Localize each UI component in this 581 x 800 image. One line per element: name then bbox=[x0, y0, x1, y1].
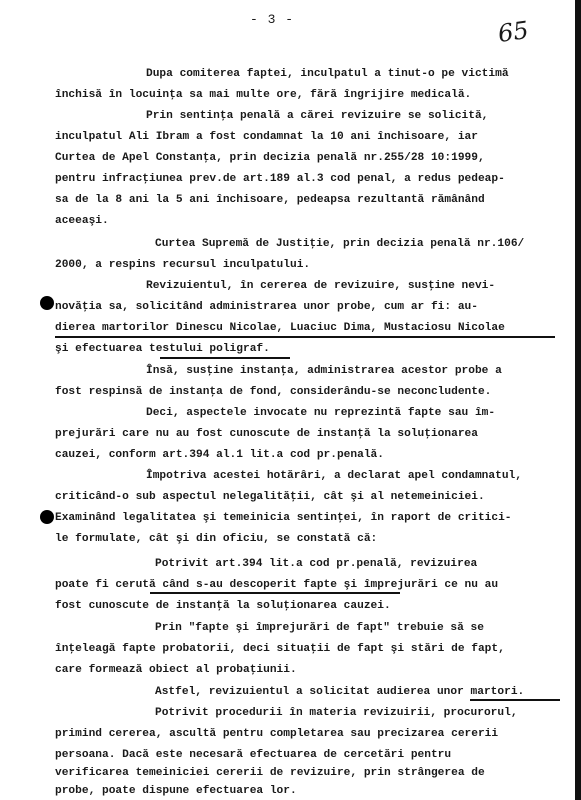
text-line: Revizuientul, în cererea de revizuire, susţine nevi- bbox=[146, 280, 496, 292]
text-line: Examinând legalitatea şi temeinicia sentinţei, în raport de critici- bbox=[55, 512, 512, 524]
text-line: le formulate, cât şi din oficiu, se constată că: bbox=[55, 533, 378, 545]
text-line: pentru infracţiunea prev.de art.189 al.3 cod penal, a redus pedeap- bbox=[55, 173, 505, 185]
handwritten-underline bbox=[160, 357, 290, 359]
text-line: 2000, a respins recursul inculpatului. bbox=[55, 259, 311, 271]
scan-edge bbox=[575, 0, 581, 800]
handwritten-underline bbox=[470, 699, 560, 701]
text-line: criticând-o sub aspectul nelegalităţii, cât şi al netemeiniciei. bbox=[55, 491, 485, 503]
text-line: dierea martorilor Dinescu Nicolae, Luaciuc Dima, Mustaciosu Nicolae bbox=[55, 322, 505, 334]
text-line: fost cunoscute de instanţă la soluţionarea cauzei. bbox=[55, 600, 391, 612]
handwritten-underline bbox=[150, 592, 400, 594]
text-line: Prin sentinţa penală a cărei revizuire se solicită, bbox=[146, 110, 489, 122]
text-line: primind cererea, ascultă pentru completarea sau precizarea cererii bbox=[55, 728, 499, 740]
text-line: Potrivit art.394 lit.a cod pr.penală, revizuirea bbox=[155, 558, 478, 570]
text-line: novăţia sa, solicitând administrarea unor probe, cum ar fi: au- bbox=[55, 301, 478, 313]
text-line: Curtea Supremă de Justiţie, prin decizia penală nr.106/ bbox=[155, 238, 525, 250]
text-line: verificarea temeiniciei cererii de revizuire, prin strângerea de bbox=[55, 767, 485, 779]
text-line: poate fi cerută când s-au descoperit fapte şi împrejurări ce nu au bbox=[55, 579, 499, 591]
handwritten-underline bbox=[55, 336, 555, 338]
text-line: Curtea de Apel Constanţa, prin decizia penală nr.255/28 10:1999, bbox=[55, 152, 485, 164]
text-line: sa de la 8 ani la 5 ani închisoare, pedeapsa rezultantă rămânând bbox=[55, 194, 485, 206]
text-line: persoana. Dacă este necesară efectuarea de cercetări pentru bbox=[55, 749, 452, 761]
text-line: Astfel, revizuientul a solicitat audierea unor martori. bbox=[155, 686, 525, 698]
text-line: cauzei, conform art.394 al.1 lit.a cod pr.penală. bbox=[55, 449, 384, 461]
text-line: care formează obiect al probaţiunii. bbox=[55, 664, 297, 676]
page-number: - 3 - bbox=[250, 12, 295, 27]
text-line: închisă în locuinţa sa mai multe ore, fără îngrijire medicală. bbox=[55, 89, 472, 101]
text-line: fost respinsă de instanţa de fond, considerându-se neconcludente. bbox=[55, 386, 492, 398]
text-line: inculpatul Ali Ibram a fost condamnat la 10 ani închisoare, iar bbox=[55, 131, 478, 143]
text-line: Dupa comiterea faptei, inculpatul a tinut-o pe victimă bbox=[146, 68, 509, 80]
punch-hole-mark bbox=[40, 296, 54, 310]
text-line: şi efectuarea testului poligraf. bbox=[55, 343, 270, 355]
text-line: Împotriva acestei hotărâri, a declarat apel condamnatul, bbox=[146, 470, 522, 482]
text-line: prejurări care nu au fost cunoscute de instanţă la soluţionarea bbox=[55, 428, 478, 440]
text-line: Însă, susţine instanţa, administrarea acestor probe a bbox=[146, 365, 502, 377]
text-line: probe, poate dispune efectuarea lor. bbox=[55, 785, 297, 797]
text-line: înţeleagă fapte probatorii, deci situaţii de fapt şi stări de fapt, bbox=[55, 643, 505, 655]
text-line: aceeaşi. bbox=[55, 215, 109, 227]
punch-hole-mark bbox=[40, 510, 54, 524]
text-line: Prin "fapte şi împrejurări de fapt" trebuie să se bbox=[155, 622, 484, 634]
text-line: Deci, aspectele invocate nu reprezintă fapte sau îm- bbox=[146, 407, 496, 419]
handwritten-number: 65 bbox=[496, 16, 531, 48]
text-line: Potrivit procedurii în materia revizuirii, procurorul, bbox=[155, 707, 518, 719]
